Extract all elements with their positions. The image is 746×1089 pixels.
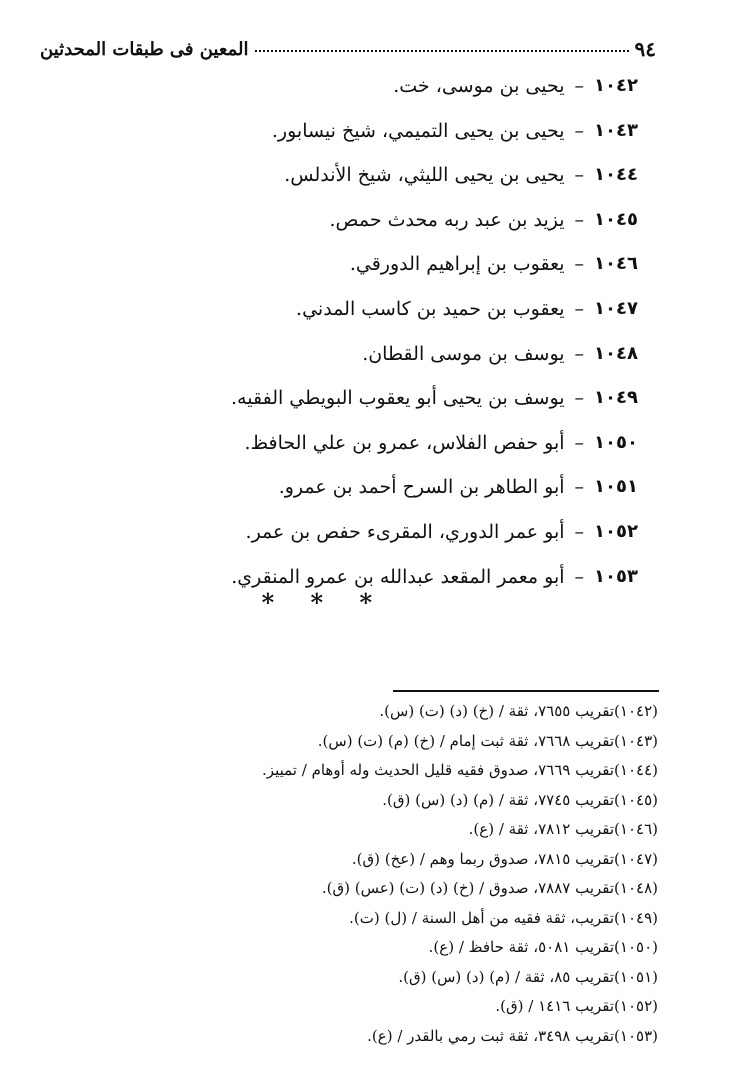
entry-name: أبو الطاهر بن السرح أحمد بن عمرو. xyxy=(278,476,565,499)
entry-number: ١٠٤٣ xyxy=(594,119,638,141)
entry-dash: – xyxy=(574,476,585,499)
footnote: (١٠٤٥)تقريب ٧٧٤٥، ثقة / (م) (د) (س) (ق). xyxy=(382,790,658,809)
footnote-rule xyxy=(393,690,659,692)
footnote: (١٠٤٤)تقريب ٧٦٦٩، صدوق فقيه قليل الحديث وله أوهام / تمييز. xyxy=(262,761,658,779)
list-item xyxy=(138,332,638,377)
entry-number: ١٠٤٤ xyxy=(594,164,638,186)
entry-dash: – xyxy=(574,208,585,231)
entry-dash: – xyxy=(574,253,585,276)
list-item xyxy=(138,242,638,287)
footnote: (١٠٥٠)تقريب ٥٠٨١، ثقة حافظ / (ع). xyxy=(428,938,658,956)
entry-name: يوسف بن موسى القطان. xyxy=(362,342,565,365)
entry-name: يزيد بن عبد ربه محدث حمص. xyxy=(329,208,565,231)
footnotes xyxy=(38,697,658,1051)
footnote: (١٠٥٣)تقريب ٣٤٩٨، ثقة ثبت رمي بالقدر / (ع). xyxy=(367,1026,658,1045)
entry-name: يوسف بن يحيى أبو يعقوب البويطي الفقيه. xyxy=(231,387,565,410)
entry-dash: – xyxy=(574,75,585,97)
entry-number: ١٠٥٢ xyxy=(594,520,638,542)
footnote: (١٠٤٨)تقريب ٧٨٨٧، صدوق / (خ) (د) (ت) (عس) (ق). xyxy=(321,879,658,897)
entry-name: أبو حفص الفلاس، عمرو بن علي الحافظ. xyxy=(244,431,565,454)
list-item xyxy=(138,153,638,198)
entry-number: ١٠٤٢ xyxy=(594,75,638,96)
footnote: (١٠٤٦)تقريب ٧٨١٢، ثقة / (ع). xyxy=(468,820,658,838)
entry-name: أبو معمر المقعد عبدالله بن عمرو المنقري. xyxy=(231,565,565,588)
list-item xyxy=(138,64,638,109)
running-title: المعين فى طبقات المحدثين xyxy=(40,38,249,60)
entry-dash: – xyxy=(574,431,585,454)
entry-number: ١٠٥١ xyxy=(594,476,638,498)
footnote: (١٠٤٢)تقريب ٧٦٥٥، ثقة / (خ) (د) (ت) (س). xyxy=(379,702,658,720)
entry-dash: – xyxy=(574,387,585,410)
narrator-list xyxy=(138,64,638,599)
entry-name: يحيى بن موسى، خت. xyxy=(393,75,565,97)
entry-name: يحيى بن يحيى الليثي، شيخ الأندلس. xyxy=(284,164,565,187)
entry-dash: – xyxy=(574,297,585,320)
list-item xyxy=(138,109,638,154)
page-number: ٩٤ xyxy=(634,37,656,61)
entry-name: يعقوب بن إبراهيم الدورقي. xyxy=(349,253,565,276)
entry-number: ١٠٤٦ xyxy=(594,253,638,275)
entry-dash: – xyxy=(574,520,585,543)
page-header xyxy=(40,34,656,64)
entry-number: ١٠٥٠ xyxy=(594,431,638,453)
entry-number: ١٠٤٧ xyxy=(594,297,638,319)
entry-dash: – xyxy=(574,565,585,588)
footnote: (١٠٤٧)تقريب ٧٨١٥، صدوق ربما وهم / (عخ) (ق). xyxy=(351,849,658,868)
entry-number: ١٠٤٨ xyxy=(594,342,638,364)
entry-dash: – xyxy=(574,164,585,187)
list-item xyxy=(138,510,638,555)
footnote: (١٠٥١)تقريب ٨٥، ثقة / (م) (د) (س) (ق). xyxy=(398,967,658,986)
entry-name: أبو عمر الدوري، المقرىء حفص بن عمر. xyxy=(245,520,565,543)
list-item xyxy=(138,555,638,600)
list-item xyxy=(138,198,638,243)
header-dotted-leader xyxy=(255,38,629,52)
footnote: (١٠٤٣)تقريب ٧٦٦٨، ثقة ثبت إمام / (خ) (م) (ت) (س). xyxy=(317,731,658,750)
list-item xyxy=(138,376,638,421)
footnote: (١٠٥٢)تقريب ١٤١٦ / (ق). xyxy=(495,997,658,1015)
entry-dash: – xyxy=(574,342,585,365)
entry-number: ١٠٥٣ xyxy=(594,565,638,587)
list-item xyxy=(138,465,638,510)
entry-name: يحيى بن يحيى التميمي، شيخ نيسابور. xyxy=(271,119,565,142)
entry-dash: – xyxy=(574,119,585,142)
entry-number: ١٠٤٩ xyxy=(594,387,638,409)
list-item xyxy=(138,421,638,466)
entry-name: يعقوب بن حميد بن كاسب المدني. xyxy=(296,297,565,320)
entry-number: ١٠٤٥ xyxy=(594,208,638,230)
footnote: (١٠٤٩)تقريب، ثقة فقيه من أهل السنة / (ل) (ت). xyxy=(349,908,658,927)
section-separator: * * * xyxy=(261,588,386,617)
list-item xyxy=(138,287,638,332)
